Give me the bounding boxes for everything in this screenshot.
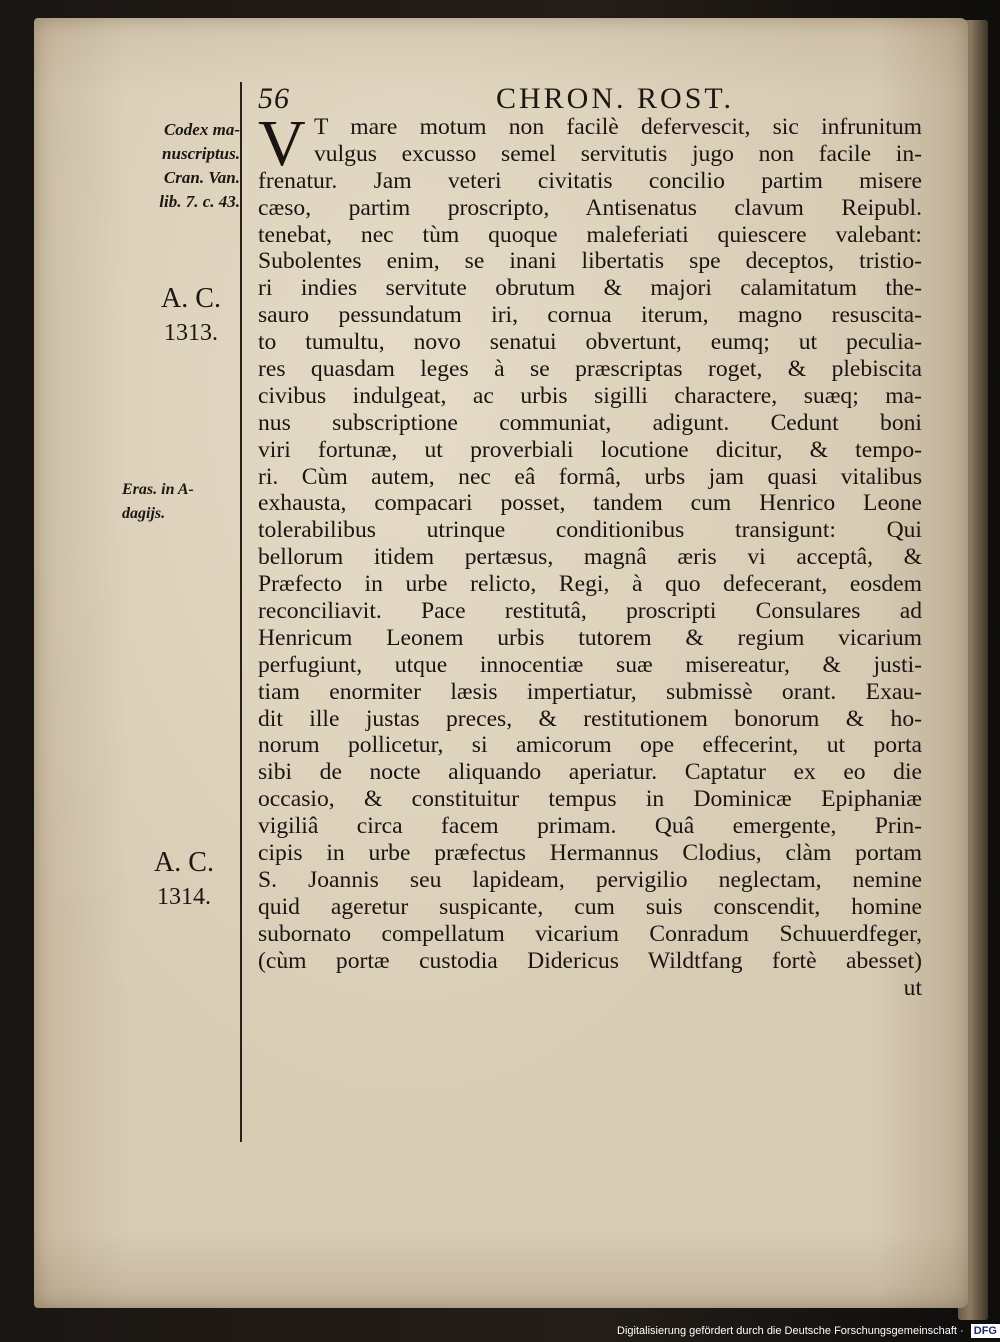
text-line: viri fortunæ, ut proverbiali locutione dicitur, & tempo- [258, 436, 922, 463]
text-line: S. Joannis seu lapideam, pervigilio neglectam, nemine [258, 866, 922, 893]
text-line: to tumultu, novo senatui obvertunt, eumq; ut peculia- [258, 329, 922, 356]
text-line: vulgus excusso semel servitutis jugo non facile in- [314, 140, 922, 167]
text-line: reconciliavit. Pace restitutâ, proscripti Consulares ad [258, 598, 922, 625]
margin-note-erasmus [122, 478, 232, 526]
text-line: perfugiunt, utque innocentiæ suæ misereatur, & justi- [258, 651, 922, 678]
margin-note-year: 1314. [157, 884, 211, 910]
running-head: CHRON. ROST. [496, 82, 734, 115]
text-line: cipis in urbe præfectus Hermannus Clodius, clàm portam [258, 840, 922, 867]
margin-note-line: Codex ma- [163, 120, 240, 139]
dfg-logo: DFG [971, 1324, 1000, 1338]
margin-note-line: Cran. Van. [163, 168, 240, 187]
text-line: Subolentes enim, se inani libertatis spe deceptos, tristio- [258, 248, 922, 275]
text-line: vigiliâ circa facem primam. Quâ emergente, Prin- [258, 813, 922, 840]
page-header [258, 82, 928, 118]
text-line: tiam enormiter læsis impertiatur, submissè orant. Exau- [258, 678, 922, 705]
margin-rule [240, 82, 242, 1142]
margin-note-label: A. C. [154, 847, 214, 878]
margin-note-year: 1313. [164, 320, 218, 346]
body-text [258, 107, 922, 1001]
margin-note-year-1313 [142, 282, 240, 350]
text-line: occasio, & constituitur tempus in Dominicæ Epiphaniæ [258, 786, 922, 813]
drop-cap: V [258, 107, 306, 180]
text-line: sibi de nocte aliquando aperiatur. Captatur ex eo die [258, 759, 922, 786]
text-line: dit ille justas preces, & restitutionem bonorum & ho- [258, 705, 922, 732]
text-line: norum pollicetur, si amicorum ope effecerint, ut porta [258, 732, 922, 759]
text-line: Henricum Leonem urbis tutorem & regium vicarium [258, 624, 922, 651]
catchword: ut [903, 974, 922, 1001]
margin-note-line: Eras. in A- [122, 481, 194, 498]
margin-note-label: A. C. [161, 283, 221, 314]
margin-note-year-1314 [132, 846, 236, 914]
text-line: sauro pessundatum iri, cornua iterum, magno resuscita- [258, 302, 922, 329]
text-line: civibus indulgeat, ac urbis sigilli charactere, suæq; ma- [258, 382, 922, 409]
text-line: bellorum itidem pertæsus, magnâ æris vi acceptâ, & [258, 544, 922, 571]
margin-note-codex [122, 118, 240, 214]
margin-note-line: nuscriptus. [162, 144, 240, 163]
text-line: tenebat, nec tùm quoque maleferiati quiescere valebant: [258, 221, 922, 248]
text-line: (cùm portæ custodia Didericus Wildtfang fortè abesset) [258, 947, 922, 974]
text-line: ri indies servitute obrutum & majori calamitatum the- [258, 275, 922, 302]
text-line: Præfecto in urbe relicto, Regi, à quo defecerant, eosdem [258, 571, 922, 598]
text-line: frenatur. Jam veteri civitatis concilio partim misere [258, 167, 922, 194]
margin-note-line: dagijs. [122, 505, 166, 522]
text-line: res quasdam leges à se præscriptas roget, & plebiscita [258, 356, 922, 383]
text-line: cæso, partim proscripto, Antisenatus clavum Reipubl. [258, 194, 922, 221]
text-line: nus subscriptione communiat, adigunt. Cedunt boni [258, 409, 922, 436]
margin-note-line: lib. 7. c. 43. [159, 192, 240, 211]
text-line: ri. Cùm autem, nec eâ formâ, urbs jam quasi vitalibus [258, 463, 922, 490]
digitization-credit [600, 1320, 1000, 1342]
text-line: T mare motum non facilè defervescit, sic infrunitum [314, 114, 922, 140]
credit-text: Digitalisierung gefördert durch die Deutsche Forschungsgemeinschaft · [617, 1325, 964, 1337]
page-number: 56 [258, 82, 290, 115]
text-line: exhausta, compacari posset, tandem cum Henrico Leone [258, 490, 922, 517]
text-line: tolerabilibus utrinque conditionibus transigunt: Qui [258, 517, 922, 544]
text-line: quid ageretur suspicante, cum suis conscendit, homine [258, 893, 922, 920]
text-line: subornato compellatum vicarium Conradum Schuuerdfeger, [258, 920, 922, 947]
